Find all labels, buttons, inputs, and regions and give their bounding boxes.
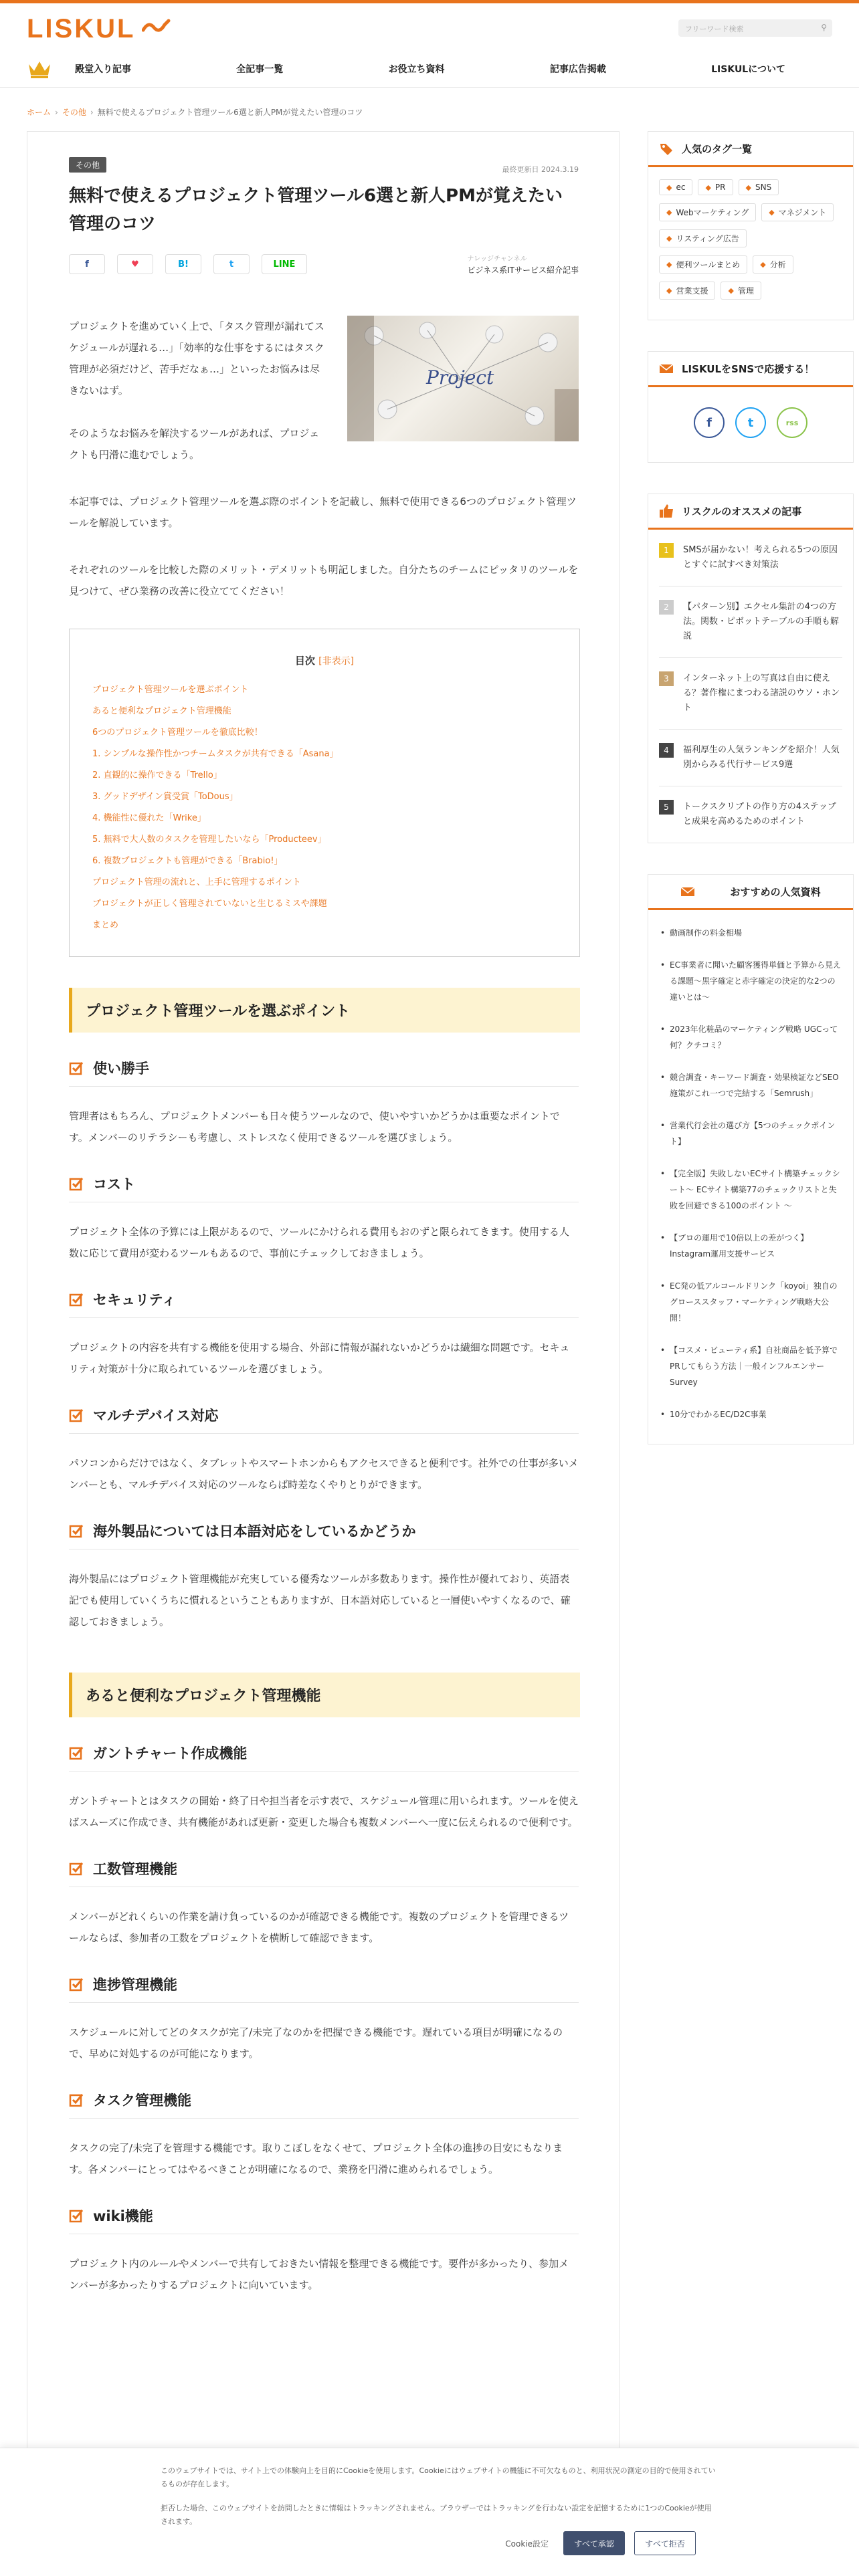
tag-item[interactable]: ◆ Webマーケティング <box>659 203 756 221</box>
toc-item[interactable]: 4. 機能性に優れた「Wrike」 <box>92 813 206 823</box>
mail-icon <box>680 884 695 899</box>
check-icon <box>69 1061 84 1075</box>
table-of-contents <box>69 629 580 957</box>
ranking-item[interactable]: 1 SMSが届かない！考えられる5つの原因とすぐに試すべき対策法 <box>659 530 842 586</box>
breadcrumb-home[interactable]: ホーム <box>27 108 52 117</box>
section-paragraph: 海外製品にはプロジェクト管理機能が充実している優秀なツールが多数あります。操作性が優れており、英語表記でも使用していくうちに慣れるということもありますが、日本語対応していると一層使いやすくなるので、確認しておきましょう。 <box>69 1573 571 1628</box>
widget-header: リスクルのオススメの記事 <box>648 494 853 530</box>
toc-item[interactable]: まとめ <box>92 920 119 930</box>
document-link[interactable]: • 動画制作の料金相場 <box>660 917 841 949</box>
cookie-settings-link[interactable]: Cookie設定 <box>505 2539 549 2549</box>
ranking-item[interactable]: 4 福利厚生の人気ランキングを紹介！人気別からみる代行サービス9選 <box>659 730 842 786</box>
document-link[interactable]: • 【プロの運用で10倍以上の差がつく】Instagram運用支援サービス <box>660 1222 841 1270</box>
breadcrumb-category[interactable]: その他 <box>62 108 86 117</box>
search-placeholder: フリーワード検索 <box>685 25 744 33</box>
cookie-reject-all-button[interactable]: すべて拒否 <box>634 2531 696 2555</box>
tag-icon: ◆ <box>728 286 734 295</box>
section-heading: プロジェクト管理ツールを選ぶポイント <box>69 988 580 1033</box>
nav-item-resources[interactable]: お役立ち資料 <box>388 64 445 75</box>
cookie-text <box>161 2464 716 2529</box>
article-container <box>27 131 619 2576</box>
hero-image <box>347 316 579 441</box>
document-link[interactable]: • 競合調査・キーワード調査・効果検証などSEO施策がこれ一つで完結する「Semrush」 <box>660 1061 841 1109</box>
cookie-text-2: 拒否した場合、このウェブサイトを訪問したときに情報はトラッキングされません。ブラウザーではトラッキングを行わない設定を記憶するために1つのCookieが使用されます。 <box>161 2504 712 2526</box>
check-icon <box>69 1292 84 1307</box>
tag-icon: ◆ <box>745 183 751 192</box>
tag-icon <box>659 141 674 156</box>
intro-paragraph-2: そのようなお悩みを解決するツールがあれば、プロジェクトも円滑に進むでしょう。 <box>69 427 320 461</box>
tag-item[interactable]: ◆ PR <box>698 179 733 195</box>
ranking-item[interactable]: 3 インターネット上の写真は自由に使える？著作権にまつわる諸説のウソ・ホント <box>659 658 842 730</box>
rank-number: 5 <box>659 800 674 815</box>
check-icon <box>69 2208 84 2223</box>
tag-list <box>648 167 853 320</box>
popular-tags-widget <box>648 131 854 320</box>
intro-paragraph-4: それぞれのツールを比較した際のメリット・デメリットも明記しました。自分たちのチームにピッタリのツールを見つけて、ぜひ業務の改善に役立ててください！ <box>69 564 579 597</box>
search-icon[interactable]: ⚲ <box>821 23 827 32</box>
global-nav <box>0 50 859 88</box>
search-input[interactable] <box>678 19 832 37</box>
check-icon <box>69 1176 84 1191</box>
tag-item[interactable]: ◆ マネジメント <box>761 203 834 221</box>
section-heading: あると便利なプロジェクト管理機能 <box>69 1673 580 1717</box>
section-paragraph: 管理者はもちろん、プロジェクトメンバーも日々使うツールなので、使いやすいかどうかは重要なポイントです。メンバーのリテラシーも考慮し、ストレスなく使用できるツールを選びましょう。 <box>69 1110 560 1144</box>
check-icon <box>69 1977 84 1992</box>
subsection-heading: 工数管理機能 <box>69 1858 579 1887</box>
author-name[interactable]: ビジネス系ITサービス紹介記事 <box>467 265 579 275</box>
toc-item[interactable]: 3. グッドデザイン賞受賞「ToDous」 <box>92 792 238 802</box>
tag-item[interactable]: ◆ リスティング広告 <box>659 229 747 247</box>
section-paragraph: プロジェクトの内容を共有する機能を使用する場合、外部に情報が漏れないかどうかは繊細な問題です。セキュリティ対策が十分に取られているツールを選びましょう。 <box>69 1341 570 1375</box>
document-link[interactable]: • EC発の低アルコールドリンク「koyoi」独自のグローススタッフ・マーケティング戦略大公開！ <box>660 1270 841 1334</box>
widget-header: おすすめの人気資料 <box>648 875 853 910</box>
hero-image-text: Project <box>426 366 494 389</box>
toc-item[interactable]: プロジェクトが正しく管理されていないと生じるミスや課題 <box>92 899 327 909</box>
toc-item[interactable]: 5. 無料で大人数のタスクを管理したいなら「Producteev」 <box>92 835 326 845</box>
rank-number: 4 <box>659 743 674 758</box>
category-badge[interactable]: その他 <box>69 157 106 173</box>
breadcrumb: ホーム › その他 › 無料で使えるプロジェクト管理ツール6選と新人PMが覚えたい管理のコツ <box>27 108 363 117</box>
toc-item[interactable]: 1. シンプルな操作性かつチームタスクが共有できる「Asana」 <box>92 749 339 759</box>
section-paragraph: プロジェクト全体の予算には上限があるので、ツールにかけられる費用もおのずと限られてきます。使用する人数に応じて費用が変わるツールもあるので、事前にチェックしておきましょう。 <box>69 1226 569 1259</box>
tag-icon: ◆ <box>769 208 775 217</box>
document-link[interactable]: • 【完全版】失敗しないECサイト構築チェックシート〜 ECサイト構築77のチェックリストと失敗を回避できる100のポイント 〜 <box>660 1158 841 1222</box>
thumbs-up-icon <box>659 504 674 518</box>
subsection-heading: 使い勝手 <box>69 1058 579 1087</box>
check-icon <box>69 1408 84 1422</box>
ranking-item[interactable]: 2 【パターン別】エクセル集計の4つの方法。関数・ピボットテーブルの手順も解説 <box>659 586 842 658</box>
documents-widget <box>648 874 854 1444</box>
check-icon <box>69 2092 84 2107</box>
mail-icon <box>659 361 674 376</box>
sns-links <box>648 387 853 462</box>
sns-widget <box>648 351 854 463</box>
sidebar <box>648 131 854 1475</box>
toc-item[interactable]: 2. 直観的に操作できる「Trello」 <box>92 770 222 780</box>
tag-icon: ◆ <box>666 208 672 217</box>
intro-paragraph-3: 本記事では、プロジェクト管理ツールを選ぶ際のポイントを記載し、無料で使用できる6つのプロジェクト管理ツールを解説しています。 <box>69 496 577 529</box>
subsection-heading: wiki機能 <box>69 2206 579 2234</box>
share-hatena-button[interactable]: B! <box>165 254 201 274</box>
tag-icon: ◆ <box>760 260 766 269</box>
subsection-heading: 海外製品については日本語対応をしているかどうか <box>69 1521 579 1549</box>
section-paragraph: プロジェクト内のルールやメンバーで共有しておきたい情報を整理できる機能です。要件が多かったり、参加メンバーが多かったりするプロジェクトに向いています。 <box>69 2258 569 2291</box>
tag-icon: ◆ <box>666 183 672 192</box>
tag-item[interactable]: ◆ 営業支援 <box>659 282 715 300</box>
share-buttons <box>69 253 579 276</box>
twitter-icon[interactable]: t <box>735 407 766 438</box>
document-link[interactable]: • 2023年化粧品のマーケティング戦略 UGCって何？クチコミ？ <box>660 1013 841 1061</box>
subsection-heading: 進捗管理機能 <box>69 1974 579 2003</box>
share-pocket-button[interactable]: ♥ <box>117 254 153 274</box>
rss-icon[interactable]: rss <box>777 407 807 438</box>
site-header <box>0 3 859 50</box>
document-link[interactable]: • 10分でわかるEC/D2C事業 <box>660 1398 841 1430</box>
toc-item[interactable]: プロジェクト管理ツールを選ぶポイント <box>92 685 249 695</box>
section-paragraph: パソコンからだけではなく、タブレットやスマートホンからもアクセスできると便利です。社外での仕事が多いメンバーとも、マルチデバイス対応のツールならば時差なくやりとりができます。 <box>69 1457 579 1491</box>
section-paragraph: メンバーがどれくらいの作業を請け負っているのかが確認できる機能です。複数のプロジェクトを管理できるツールならば、参加者の工数をプロジェクトを横断して確認できます。 <box>69 1911 569 1944</box>
updated-date: 最終更新日 2024.3.19 <box>502 165 579 174</box>
author-label: ナレッジチャンネル <box>467 255 527 263</box>
ranking-widget <box>648 494 854 843</box>
tag-icon: ◆ <box>666 286 672 295</box>
document-link[interactable]: • 営業代行会社の選び方【5つのチェックポイント】 <box>660 1109 841 1158</box>
section-paragraph: スケジュールに対してどのタスクが完了/未完了なのかを把握できる機能です。遅れている項目が明確になるので、早めに対処するのが可能になります。 <box>69 2026 563 2060</box>
rank-number: 1 <box>659 543 674 558</box>
rank-number: 2 <box>659 600 674 615</box>
share-facebook-button[interactable]: f <box>69 254 105 274</box>
tag-icon: ◆ <box>705 183 711 192</box>
author-block <box>467 253 579 276</box>
check-icon <box>69 1523 84 1538</box>
toc-title: 目次 <box>294 655 315 667</box>
cookie-accept-all-button[interactable]: すべて承認 <box>563 2531 625 2555</box>
nav-item-ads[interactable]: 記事広告掲載 <box>549 64 606 75</box>
site-logo[interactable]: LISKUL <box>27 14 136 43</box>
ranking-list <box>648 530 853 843</box>
tag-item[interactable]: ◆ 分析 <box>753 255 793 274</box>
tag-item[interactable]: ◆ ec <box>659 179 692 195</box>
intro-block <box>69 316 579 465</box>
toc-item[interactable]: 6つのプロジェクト管理ツールを徹底比較！ <box>92 728 263 738</box>
rank-number: 3 <box>659 671 674 686</box>
subsection-heading: セキュリティ <box>69 1289 579 1318</box>
section-paragraph: タスクの完了/未完了を管理する機能です。取りこぼしをなくせて、プロジェクト全体の進捗の目安にもなります。各メンバーにとってはやるべきことが明確になるので、業務を円滑に進められるでしょう。 <box>69 2142 563 2175</box>
breadcrumb-current: 無料で使えるプロジェクト管理ツール6選と新人PMが覚えたい管理のコツ <box>97 108 363 117</box>
toc-item[interactable]: あると便利なプロジェクト管理機能 <box>92 706 231 716</box>
tag-item[interactable]: ◆ SNS <box>739 179 779 195</box>
documents-list <box>648 910 853 1444</box>
widget-header: 人気のタグ一覧 <box>648 132 853 167</box>
cookie-banner <box>0 2448 859 2576</box>
tag-item[interactable]: ◆ 便利ツールまとめ <box>659 255 747 274</box>
subsection-heading: コスト <box>69 1174 579 1202</box>
toc-toggle-link[interactable]: [非表示] <box>318 656 355 667</box>
share-twitter-button[interactable]: t <box>213 254 250 274</box>
toc-item[interactable]: 6. 複数プロジェクトも管理ができる「Brabio!」 <box>92 856 283 866</box>
check-icon <box>69 1861 84 1876</box>
subsection-heading: マルチデバイス対応 <box>69 1405 579 1434</box>
nav-item-about[interactable]: LISKULについて <box>711 64 785 75</box>
document-link[interactable]: • 【コスメ・ビューティ系】自社商品を低予算でPRしてもらう方法｜一般インフルエンサーSurvey <box>660 1334 841 1398</box>
check-icon <box>69 1745 84 1760</box>
subsection-heading: タスク管理機能 <box>69 2090 579 2119</box>
toc-item[interactable]: プロジェクト管理の流れと、上手に管理するポイント <box>92 877 301 887</box>
crown-icon <box>27 59 52 79</box>
intro-paragraph-1: プロジェクトを進めていく上で、「タスク管理が漏れてスケジュールが遅れる…」「効率的な仕事をするにはタスク管理が必須だけど、苦手だなぁ…」といったお悩みは尽きないはず。 <box>69 320 324 397</box>
nav-item-hall-of-fame[interactable]: 殿堂入り記事 <box>75 64 131 75</box>
share-line-button[interactable]: LINE <box>262 254 307 274</box>
tag-item[interactable]: ◆ 管理 <box>721 282 761 300</box>
document-link[interactable]: • EC事業者に聞いた顧客獲得単価と予算から見える課題〜黒字確定と赤字確定の決定的な2つの違いとは〜 <box>660 949 841 1013</box>
subsection-heading: ガントチャート作成機能 <box>69 1743 579 1772</box>
ranking-item[interactable]: 5 トークスクリプトの作り方の4ステップと成果を高めるためのポイント <box>659 786 842 843</box>
tag-icon: ◆ <box>666 234 672 243</box>
nav-item-all-articles[interactable]: 全記事一覧 <box>236 64 284 75</box>
tag-icon: ◆ <box>666 260 672 269</box>
page-title: 無料で使えるプロジェクト管理ツール6選と新人PMが覚えたい管理のコツ <box>69 186 563 234</box>
widget-header: LISKULをSNSで応援する！ <box>648 352 853 387</box>
logo-wave-icon <box>142 18 173 37</box>
facebook-icon[interactable]: f <box>694 407 725 438</box>
cookie-text-1: このウェブサイトでは、サイト上での体験向上を目的にCookieを使用します。Cookieにはウェブサイトの機能に不可欠なものと、利用状況の測定の目的で使用されているものが存在します。 <box>161 2466 716 2488</box>
section-paragraph: ガントチャートとはタスクの開始・終了日や担当者を示す表で、スケジュール管理に用いられます。ツールを使えばスムーズに作成でき、共有機能があれば更新・変更した場合も複数メンバーへ一度に伝えられるので便利です。 <box>69 1795 579 1828</box>
